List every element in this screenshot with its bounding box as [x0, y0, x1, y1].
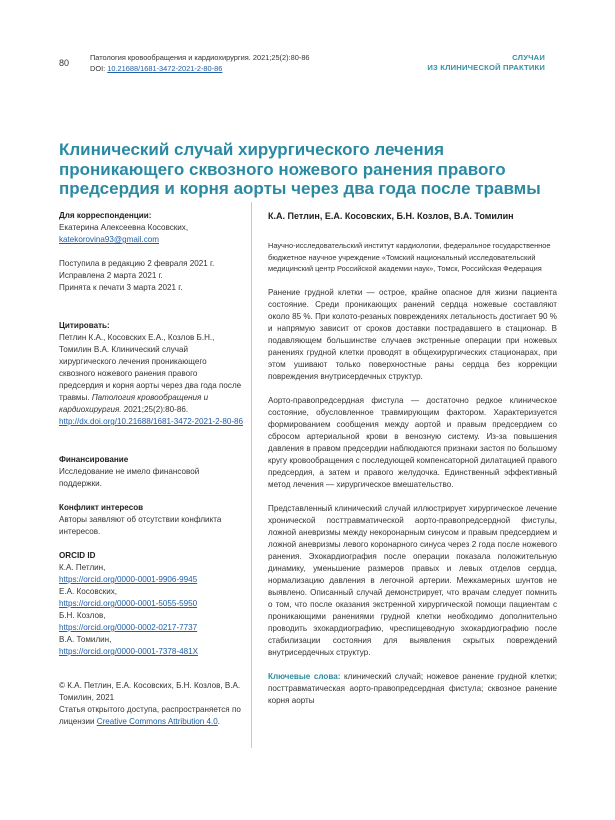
cite-text [59, 332, 244, 428]
journal-citation-line: Патология кровообращения и кардиохирургия. 2021;25(2):80-86 [90, 53, 310, 62]
conflict-text: Авторы заявляют об отсутствии конфликта интересов. [59, 515, 222, 536]
correspondence-email-link[interactable]: katekorovina93@gmail.com [59, 235, 159, 244]
orcid-heading: ORCID ID [59, 551, 96, 560]
cite-year: 2021;25(2):80-86. [123, 405, 189, 414]
cite-heading: Цитировать: [59, 321, 110, 330]
orcid-author: В.А. Томилин, [59, 635, 112, 644]
conflict-block [59, 502, 244, 538]
keywords-text: клинический случай; ножевое ранение грудной клетки; посттравматическая аорто-правопредсердная фистула; сквозное ранение корня аорты [268, 671, 557, 705]
section-tag [395, 53, 545, 73]
orcid-link[interactable]: https://orcid.org/0000-0002-0217-7737 [59, 623, 198, 632]
doi-line [90, 64, 310, 75]
affiliation: Научно-исследовательский институт кардиологии, федеральное государственное бюджетное научное учреждение «Томский национальный исследовательский медицинский центр Российской академии наук», Томск, Российская Федерация [268, 241, 551, 273]
page-number: 80 [59, 58, 70, 68]
cite-doi-link[interactable]: http://dx.doi.org/10.21688/1681-3472-2021-2-80-86 [59, 417, 244, 426]
orcid-link[interactable]: https://orcid.org/0000-0001-7378-481X [59, 647, 199, 656]
orcid-link[interactable]: https://orcid.org/0000-0001-9906-9945 [59, 575, 198, 584]
orcid-author: Б.Н. Козлов, [59, 611, 106, 620]
orcid-block [59, 550, 244, 658]
funding-heading: Финансирование [59, 455, 129, 464]
cite-body: Петлин К.А., Косовских Е.А., Козлов Б.Н., Томилин В.А. Клинический случай хирургического лечения проникающего сквозного ножевого ранения правого предсердия и корня аорты через два года после травмы. [59, 333, 242, 402]
correspondence-block [59, 210, 244, 246]
authors: К.А. Петлин, Е.А. Косовских, Б.Н. Козлов, В.А. Томилин [268, 211, 514, 221]
conflict-heading: Конфликт интересов [59, 503, 144, 512]
abstract-paragraph-2: Аорто-правопредсердная фистула — достаточно редкое клиническое состояние, обусловленное травмирующим фактором. Характеризуется формированием сообщения между аортой и правым предсердием со сбросом артериальной крови в венозную систему. Из-за повышения давления в правом предсердии наблюдаются признаки застоя по большому кругу кровообращения с последующей компенсаторной дилатацией правого предсердия, а затем и правого желудочка. Единственный эффективный метод лечения — хирургическое вмешательство. [268, 395, 557, 489]
section-tag-line2: ИЗ КЛИНИЧЕСКОЙ ПРАКТИКИ [427, 63, 545, 72]
orcid-link[interactable]: https://orcid.org/0000-0001-5055-5950 [59, 599, 198, 608]
copyright-block [59, 680, 244, 728]
doi-link[interactable]: 10.21688/1681-3472-2021-2-80-86 [107, 63, 223, 73]
keywords-label: Ключевые слова: [268, 671, 341, 681]
abstract-paragraph-1: Ранение грудной клетки — острое, крайне опасное для жизни пациента состояние. Среди проникающих ранений сердца ножевые составляют около 85 %. При колото-резаных повреждениях летальность достигает 90 % и напрямую зависит от сроков доставки пострадавшего в стационар. В подавляющем большинстве случаев экстренные операции при ножевых ранениях грудной клетки проводят в общехирургических стационарах, при этом ушивают только поверхностные раны сердца без коррекции повреждения внутрисердечных структур. [268, 287, 557, 381]
cite-journal: Патология кровообращения и кардиохирургия. [59, 393, 209, 414]
journal-header [90, 53, 310, 74]
right-column [268, 210, 557, 707]
license-link[interactable]: Creative Commons Attribution 4.0 [96, 717, 218, 726]
license-prefix: Статья открытого доступа, распространяется по лицензии [59, 705, 241, 726]
funding-block [59, 454, 244, 490]
orcid-author: К.А. Петлин, [59, 563, 106, 572]
copyright-text: © К.А. Петлин, Е.А. Косовских, Б.Н. Козлов, В.А. Томилин, 2021 [59, 681, 241, 702]
column-divider [251, 202, 252, 748]
left-column [59, 210, 244, 740]
section-tag-line1: СЛУЧАИ [512, 53, 545, 62]
funding-text: Исследование не имело финансовой поддержки. [59, 467, 200, 488]
correspondence-heading: Для корреспонденции: [59, 211, 152, 220]
dates-block [59, 258, 244, 294]
accepted-date: Принята к печати 3 марта 2021 г. [59, 283, 183, 292]
doi-prefix: DOI: [90, 63, 108, 73]
orcid-author: Е.А. Косовских, [59, 587, 118, 596]
license-text [59, 704, 244, 728]
abstract-paragraph-3: Представленный клинический случай иллюстрирует хирургическое лечение хронической посттравматической аорто-правопредсердной фистулы, ложной аневризмы между некоронарным синусом и правым предсердием и ложной аневризмы левого коронарного синуса через 2 года после ножевого ранения. Эхокардиография после операции показала положительную динамику, уменьшение размеров правых и левых отделов сердца, нормализацию давления в легочной артерии. Межкамерных шунтов не выявлено. Описанный случай демонстрирует, что врачам следует помнить о том, что после оказания экстренной хирургической помощи пациентам с проникающими ранениями грудной клетки необходимо дополнительно проводить эхокардиографию, чреспищеводную эхокардиографию после стабилизации состояния для выявления скрытых повреждений внутрисердечных структур. [268, 503, 557, 657]
article-title: Клинический случай хирургического лечения проникающего сквозного ножевого ранения правого предсердия и корня аорты через два года после травмы [59, 140, 541, 198]
cite-block [59, 320, 244, 428]
revised-date: Исправлена 2 марта 2021 г. [59, 271, 163, 280]
correspondence-name: Екатерина Алексеевна Косовских, [59, 223, 189, 232]
license-end: . [217, 717, 221, 726]
received-date: Поступила в редакцию 2 февраля 2021 г. [59, 259, 215, 268]
keywords [268, 671, 557, 707]
